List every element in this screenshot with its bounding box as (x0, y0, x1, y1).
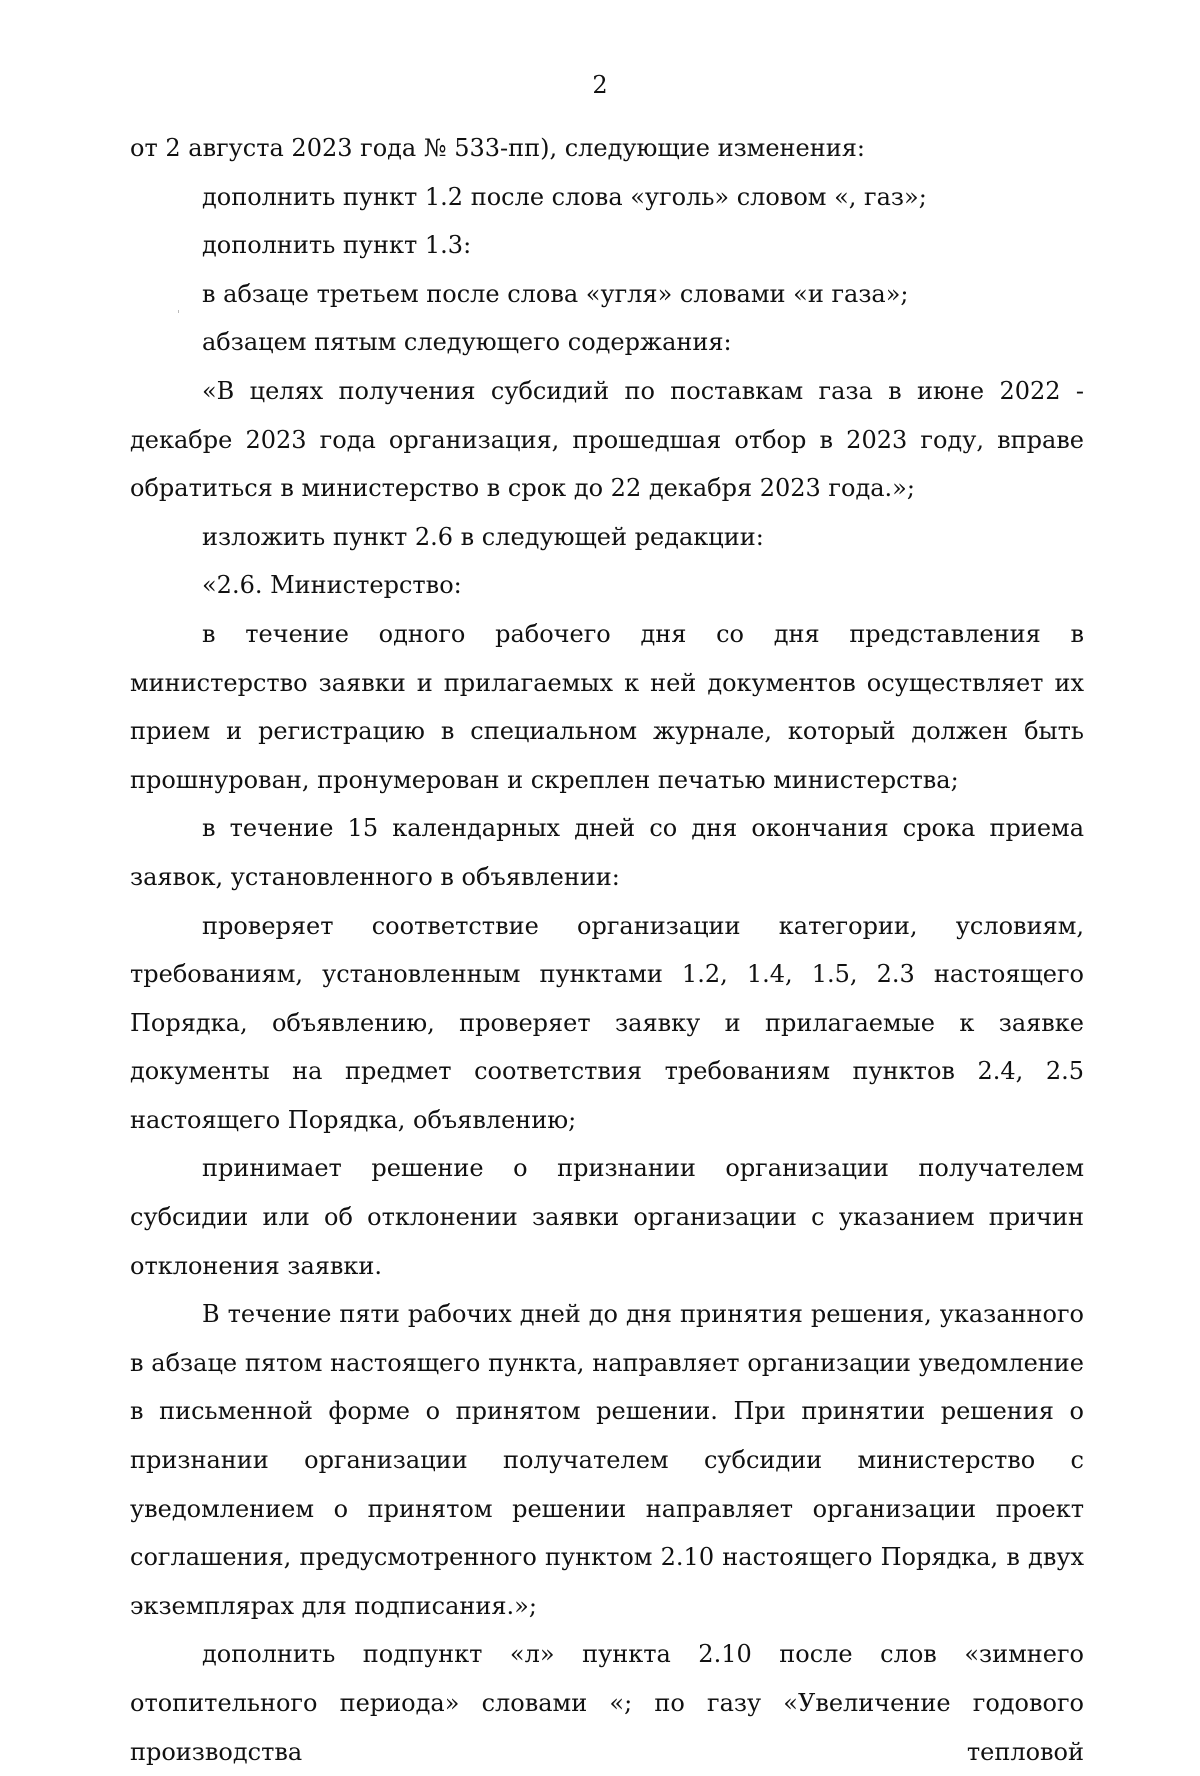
paragraph-notification: В течение пяти рабочих дней до дня принятия решения, указанного в абзаце пятом настоящего пункта, направляет организации уведомление в письменной форме о принятом решении. При принятии решения о признании организации получателем субсидии министерство с уведомлением о принятом решении направляет организации проект соглашения, предусмотренного пунктом 2.10 настоящего Порядка, в двух экземплярах для подписания.»; (130, 1300, 1084, 1620)
paragraph-quote-subsidies: «В целях получения субсидий по поставкам газа в июне 2022 - декабре 2023 года организация, прошедшая отбор в 2023 году, вправе обратиться в министерство в срок до 22 декабря 2023 года.»; (130, 376, 1084, 503)
paragraph-amend-1-2: дополнить пункт 1.2 после слова «уголь» словом «, газ»; (202, 182, 927, 211)
paragraph-15-days: в течение 15 календарных дней со дня окончания срока приема заявок, установленного в объявлении: (130, 814, 1084, 891)
document-body (130, 124, 1084, 1776)
paragraph-checks: проверяет соответствие организации категории, условиям, требованиям, установленным пунктами 1.2, 1.4, 1.5, 2.3 настоящего Порядка, объявлению, проверяет заявку и прилагаемые к заявке документы на предмет соответствия требованиям пунктов 2.4, 2.5 настоящего Порядка, объявлению; (130, 911, 1084, 1134)
paragraph-third-abzats: в абзаце третьем после слова «угля» словами «и газа»; (202, 279, 909, 308)
paragraph-intro: от 2 августа 2023 года № 533-пп), следующие изменения: (130, 134, 865, 162)
paragraph-amend-1-3: дополнить пункт 1.3: (202, 231, 472, 260)
paragraph-decision: принимает решение о признании организации получателем субсидии или об отклонении заявки организации с указанием причин отклонения заявки. (130, 1154, 1084, 1280)
paragraph-registration: в течение одного рабочего дня со дня представления в министерство заявки и прилагаемых к ней документов осуществляет их прием и регистрацию в специальном журнале, который должен быть прошнурован, пронумерован и скреплен печатью министерства; (130, 619, 1084, 794)
page-number: 2 (592, 71, 608, 99)
paragraph-amend-2-6: изложить пункт 2.6 в следующей редакции: (202, 522, 764, 551)
paragraph-amend-2-10: дополнить подпункт «л» пункта 2.10 после слов «зимнего отопительного периода» словами «; по газу «Увеличение годового производства тепловой (130, 1640, 1084, 1766)
paragraph-fifth-abzats: абзацем пятым следующего содержания: (202, 328, 732, 357)
paragraph-ministry-heading: «2.6. Министерство: (202, 571, 462, 600)
